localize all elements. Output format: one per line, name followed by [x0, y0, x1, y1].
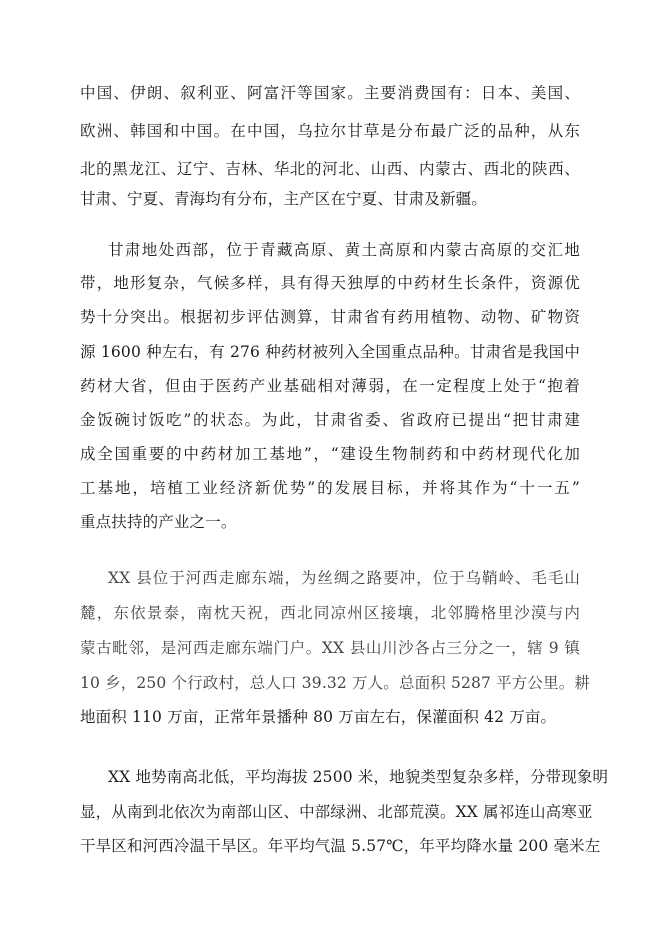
paragraph-4-line-3: 干旱区和河西冷温干旱区。年平均气温 5.57℃，年平均降水量 200 毫米左: [80, 837, 601, 855]
paragraph-3-line-1: XX 县位于河西走廊东端，为丝绸之路要冲，位于乌鞘岭、毛毛山: [108, 569, 580, 587]
paragraph-3-line-2: 麓，东依景泰，南枕天祝，西北同凉州区接壤，北邻腾格里沙漠与内: [80, 604, 580, 622]
paragraph-2-line-2: 带，地形复杂，气候多样，具有得天独厚的中药材生长条件，资源优: [80, 274, 580, 292]
paragraph-2-line-3: 势十分突出。根据初步评估测算，甘肃省有药用植物、动物、矿物资: [80, 308, 580, 326]
paragraph-1-line-3: 北的黑龙江、辽宁、吉林、华北的河北、山西、内蒙古、西北的陕西、: [80, 160, 580, 178]
paragraph-2-line-1: 甘肃地处西部，位于青藏高原、黄土高原和内蒙古高原的交汇地: [108, 241, 580, 259]
paragraph-1-line-1: 中国、伊朗、叙利亚、阿富汗等国家。主要消费国有：日本、美国、: [80, 84, 580, 102]
paragraph-2-line-8: 工基地，培植工业经济新优势”的发展目标，并将其作为“十一五”: [80, 479, 580, 497]
paragraph-3-line-4: 10 乡，250 个行政村，总人口 39.32 万人。总面积 5287 平方公里。耕: [80, 674, 590, 692]
paragraph-4-line-2: 显，从南到北依次为南部山区、中部绿洲、北部荒漠。XX 属祁连山高寒亚: [80, 803, 593, 821]
paragraph-2-line-9: 重点扶持的产业之一。: [80, 513, 237, 531]
paragraph-2-line-7: 成全国重要的中药材加工基地”，“建设生物制药和中药材现代化加: [80, 445, 580, 463]
paragraph-1-line-2: 欧洲、韩国和中国。在中国，乌拉尔甘草是分布最广泛的品种，从东: [80, 122, 580, 140]
paragraph-3-line-3: 蒙古毗邻，是河西走廊东端门户。XX 县山川沙各占三分之一，辖 9 镇: [80, 639, 580, 657]
paragraph-2-line-4: 源 1600 种左右，有 276 种药材被列入全国重点品种。甘肃省是我国中: [80, 343, 580, 361]
paragraph-3-line-5: 地面积 110 万亩，正常年景播种 80 万亩左右，保灌面积 42 万亩。: [80, 708, 557, 726]
paragraph-2-line-5: 药材大省，但由于医药产业基础相对薄弱，在一定程度上处于“抱着: [80, 377, 580, 395]
paragraph-1-line-4: 甘肃、宁夏、青海均有分布，主产区在宁夏、甘肃及新疆。: [80, 190, 487, 208]
paragraph-4-line-1: XX 地势南高北低，平均海拔 2500 米，地貌类型复杂多样，分带现象明: [108, 768, 609, 786]
paragraph-2-line-6: 金饭碗讨饭吃”的状态。为此，甘肃省委、省政府已提出“把甘肃建: [80, 411, 580, 429]
